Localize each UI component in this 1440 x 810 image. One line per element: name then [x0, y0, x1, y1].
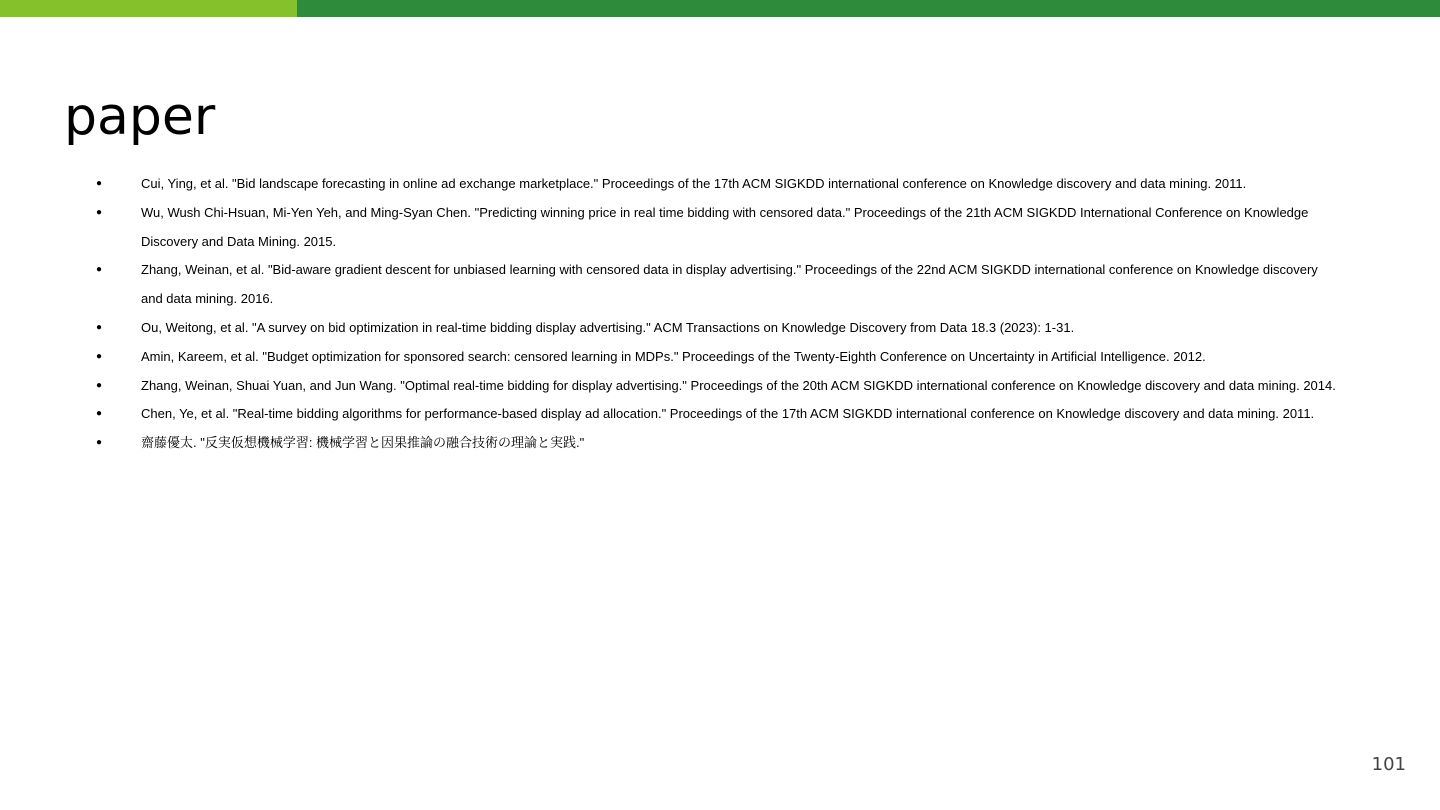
reference-list: [0, 170, 1440, 458]
reference-text: 齋藤優太. "反実仮想機械学習: 機械学習と因果推論の融合技術の理論と実践.": [141, 435, 585, 451]
reference-text: Zhang, Weinan, et al. "Bid-aware gradient descent for unbiased learning with censored data in display advertising." Proceedings of the 22nd ACM SIGKDD international conference on Knowledge discovery and data mining. 2016.: [141, 262, 1318, 307]
reference-item: [0, 400, 1341, 429]
bullet-icon: ●: [96, 350, 103, 362]
reference-item: [0, 372, 1341, 401]
top-accent-bar-dark-segment: [297, 0, 1440, 17]
reference-text: Zhang, Weinan, Shuai Yuan, and Jun Wang. "Optimal real-time bidding for display advertising." Proceedings of the 20th ACM SIGKDD international conference on Knowledge discovery and data mining. 2014.: [141, 377, 1336, 393]
bullet-icon: ●: [96, 264, 103, 276]
bullet-icon: ●: [96, 379, 103, 391]
bullet-icon: ●: [96, 321, 103, 333]
bullet-icon: ●: [96, 206, 103, 218]
reference-item: [0, 314, 1341, 343]
reference-text: Wu, Wush Chi-Hsuan, Mi-Yen Yeh, and Ming-Syan Chen. "Predicting winning price in real time bidding with censored data." Proceedings of the 21th ACM SIGKDD International Conference on Knowledge Discovery and Data Mining. 2015.: [141, 204, 1309, 249]
reference-text: Chen, Ye, et al. "Real-time bidding algorithms for performance-based display ad allocation." Proceedings of the 17th ACM SIGKDD international conference on Knowledge discovery and data mining. 2011.: [141, 406, 1315, 422]
top-accent-bar-light-segment: [0, 0, 297, 17]
reference-item: [0, 256, 1341, 314]
reference-item: [0, 199, 1341, 257]
bullet-icon: ●: [96, 437, 103, 449]
bullet-icon: ●: [96, 178, 103, 189]
reference-text: Amin, Kareem, et al. "Budget optimization for sponsored search: censored learning in MDPs." Proceedings of the Twenty-Eighth Conference on Uncertainty in Artificial Intelligence. 2012.: [141, 348, 1206, 364]
bullet-icon: ●: [96, 408, 103, 420]
slide-title: paper: [64, 87, 216, 147]
reference-text: Cui, Ying, et al. "Bid landscape forecasting in online ad exchange marketplace." Proceedings of the 17th ACM SIGKDD international conference on Knowledge discovery and data mining. 2011.: [141, 176, 1247, 191]
page-number: 101: [1371, 754, 1406, 775]
top-accent-bar: [0, 0, 1440, 17]
reference-text: Ou, Weitong, et al. "A survey on bid optimization in real-time bidding display advertising." ACM Transactions on Knowledge Discovery from Data 18.3 (2023): 1-31.: [141, 319, 1075, 335]
reference-item: [0, 170, 1341, 199]
reference-item: [0, 429, 1341, 458]
reference-item: [0, 343, 1341, 372]
